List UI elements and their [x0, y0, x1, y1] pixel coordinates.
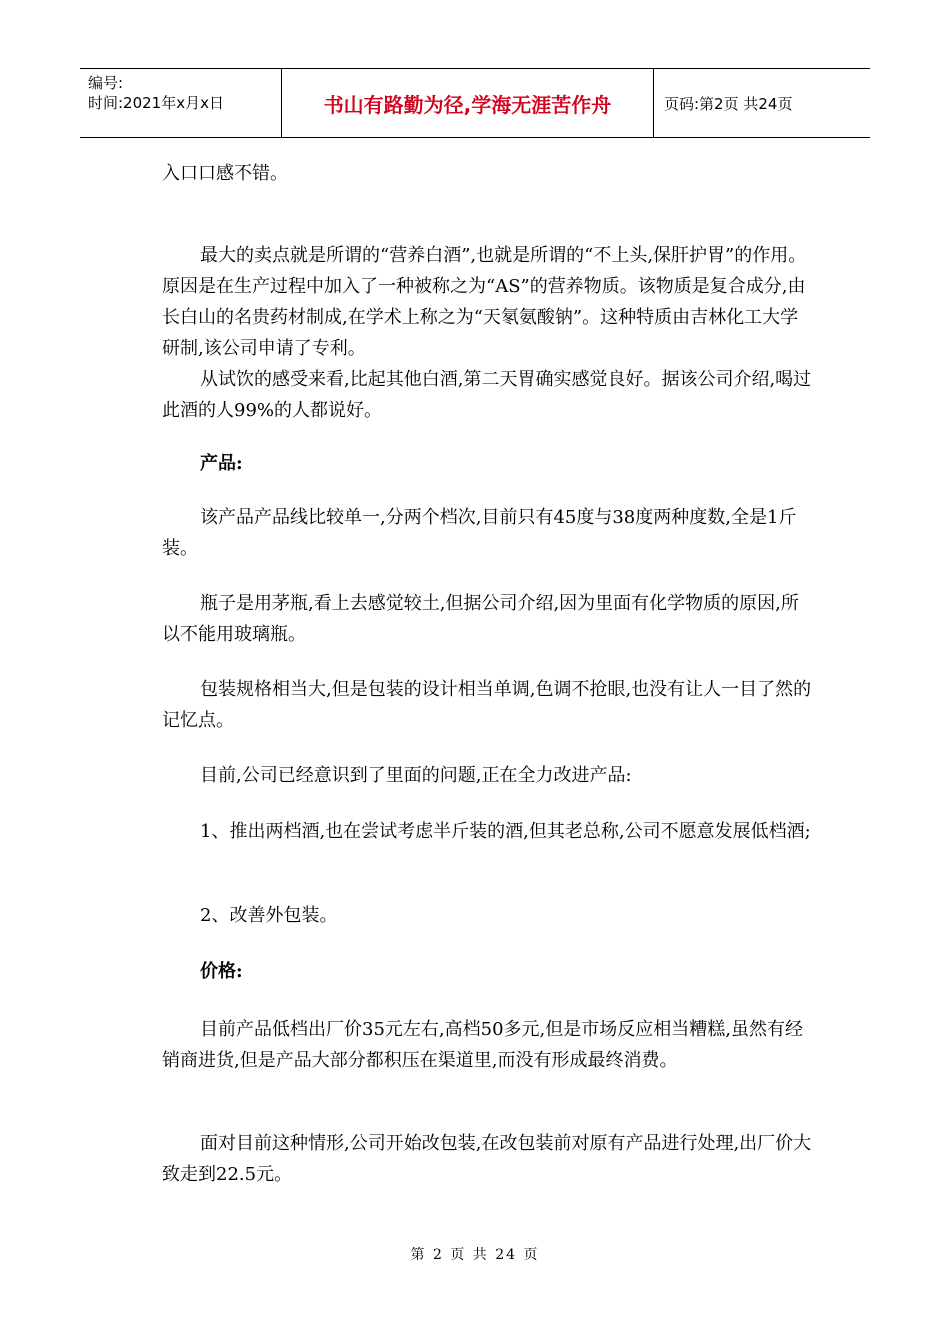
paragraph-repackaging: 面对目前这种情形,公司开始改包装,在改包装前对原有产品进行处理,出厂价大致走到22.5元。: [162, 1133, 812, 1185]
header-page-info-cell: [654, 69, 870, 137]
paragraph-bottle: 瓶子是用茅瓶,看上去感觉较土,但据公司介绍,因为里面有化学物质的原因,所以不能用玻璃瓶。: [162, 593, 799, 645]
paragraph-packaging: 包装规格相当大,但是包装的设计相当单调,色调不抢眼,也没有让人一目了然的记忆点。: [162, 679, 812, 731]
header-meta: [80, 69, 282, 137]
list-item-2: 2、改善外包装。: [200, 905, 338, 926]
list-item-1: 1、推出两档酒,也在尝试考虑半斤装的酒,但其老总称,公司不愿意发展低档酒;: [200, 821, 811, 842]
paragraph-product-line: 该产品产品线比较单一,分两个档次,目前只有45度与38度两种度数,全是1斤装。: [162, 507, 797, 559]
paragraph-tasting: 从试饮的感受来看,比起其他白酒,第二天胃确实感觉良好。据该公司介绍,喝过此酒的人99%的人都说好。: [162, 369, 812, 421]
document-time-label: 时间:2021年x月x日: [88, 94, 224, 112]
paragraph-continuation: 入口口感不错。: [162, 163, 288, 184]
section-heading-price: 价格:: [200, 961, 243, 982]
page-header: [80, 68, 870, 138]
header-page-info: 页码:第2页 共24页: [664, 94, 793, 113]
paragraph-price: 目前产品低档出厂价35元左右,高档50多元,但是市场反应相当糟糕,虽然有经销商进货,但是产品大部分都积压在渠道里,而没有形成最终消费。: [162, 1019, 803, 1071]
page-footer: 第 2 页 共 24 页: [410, 1247, 540, 1263]
paragraph-selling-point: 最大的卖点就是所谓的“营养白酒”,也就是所谓的“不上头,保肝护胃”的作用。原因是在生产过程中加入了一种被称之为“AS”的营养物质。该物质是复合成分,由长白山的名贵药材制成,在学术上称之为“天氡氨酸钠”。这种特质由吉林化工大学研制,该公司申请了专利。: [162, 245, 807, 359]
header-motto-cell: [282, 69, 654, 137]
paragraph-improvement: 目前,公司已经意识到了里面的问题,正在全力改进产品:: [200, 765, 632, 786]
document-number-label: 编号:: [88, 74, 124, 92]
section-heading-product: 产品:: [200, 453, 243, 474]
header-motto: 书山有路勤为径,学海无涯苦作舟: [323, 92, 612, 117]
